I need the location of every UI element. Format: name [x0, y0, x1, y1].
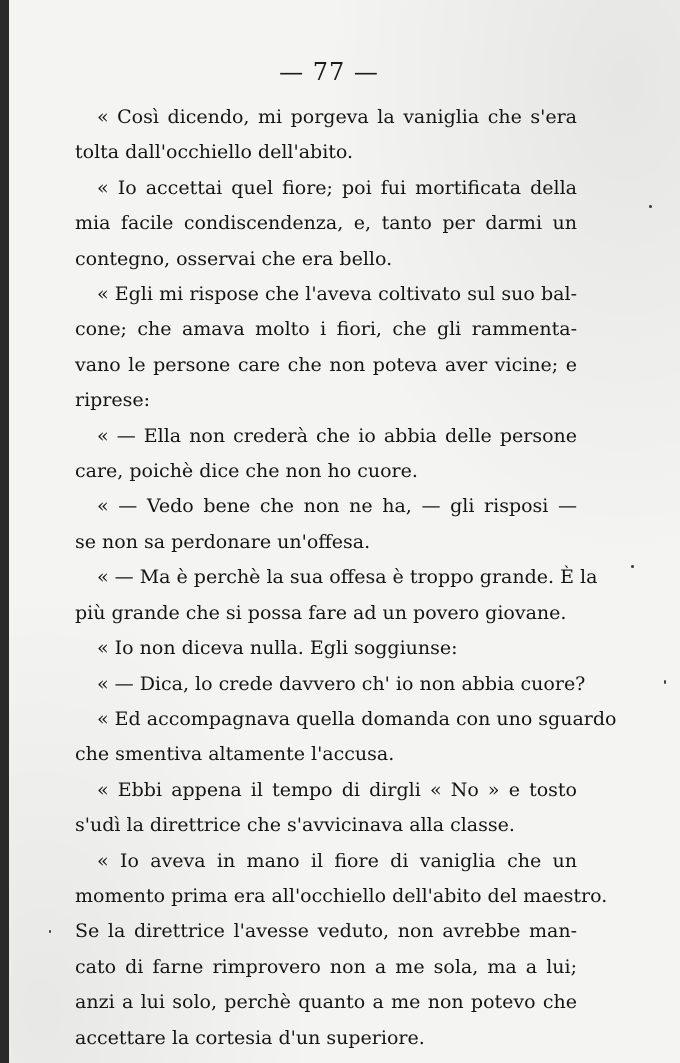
text-line: se non sa perdonare un'offesa.	[75, 530, 371, 553]
paper-speck	[631, 565, 634, 568]
text-line: « Ebbi appena il tempo di dirgli « No » e tosto	[97, 778, 577, 801]
text-line: « Ed accompagnava quella domanda con uno sguardo	[97, 707, 617, 730]
text-line: accettare la cortesia d'un superiore.	[75, 1026, 425, 1049]
text-line: mia facile condiscendenza, e, tanto per darmi un	[75, 212, 577, 235]
text-line: « — Dica, lo crede davvero ch' io non abbia cuore?	[97, 672, 586, 695]
text-line: riprese:	[75, 389, 151, 412]
text-line: Se la direttrice l'avesse veduto, non avrebbe man-	[75, 920, 577, 943]
text-line: momento prima era all'occhiello dell'abito del maestro.	[75, 884, 608, 907]
paper-speck	[649, 205, 652, 208]
text-line: « Così dicendo, mi porgeva la vaniglia che s'era	[97, 106, 577, 128]
text-line: « Io non diceva nulla. Egli soggiunse:	[97, 637, 458, 660]
text-line: cato di farne rimprovero non a me sola, ma a lui;	[75, 955, 577, 978]
text-line: « Io accettai quel fiore; poi fui mortificata della	[97, 176, 577, 199]
text-line: s'udì la direttrice che s'avvicinava alla classe.	[75, 814, 515, 837]
text-line: « — Ella non crederà che io abbia delle persone	[97, 424, 577, 447]
text-line: care, poichè dice che non ho cuore.	[75, 460, 418, 483]
text-line: cone; che amava molto i fiori, che gli rammenta-	[75, 318, 577, 341]
text-line: « Io aveva in mano il fiore di vaniglia che un	[97, 849, 577, 872]
paper-speck	[664, 680, 666, 684]
text-line: più grande che si possa fare ad un povero giovane.	[75, 601, 567, 624]
body-text	[75, 100, 617, 1056]
text-line: vano le persone care che non poteva aver vicine; e	[75, 353, 577, 376]
text-line: « — Ma è perchè la sua offesa è troppo grande. È la	[97, 566, 598, 589]
text-line: anzi a lui solo, perchè quanto a me non potevo che	[75, 991, 577, 1014]
page-number: — 77 —	[279, 58, 379, 86]
text-line: contegno, osservai che era bello.	[75, 247, 393, 270]
text-line: « Egli mi rispose che l'aveva coltivato sul suo bal-	[97, 283, 577, 306]
text-line: che smentiva altamente l'accusa.	[75, 743, 395, 766]
paper-speck	[49, 930, 51, 933]
text-line: tolta dall'occhiello dell'abito.	[75, 141, 354, 164]
text-line: « — Vedo bene che non ne ha, — gli risposi —	[97, 495, 577, 518]
